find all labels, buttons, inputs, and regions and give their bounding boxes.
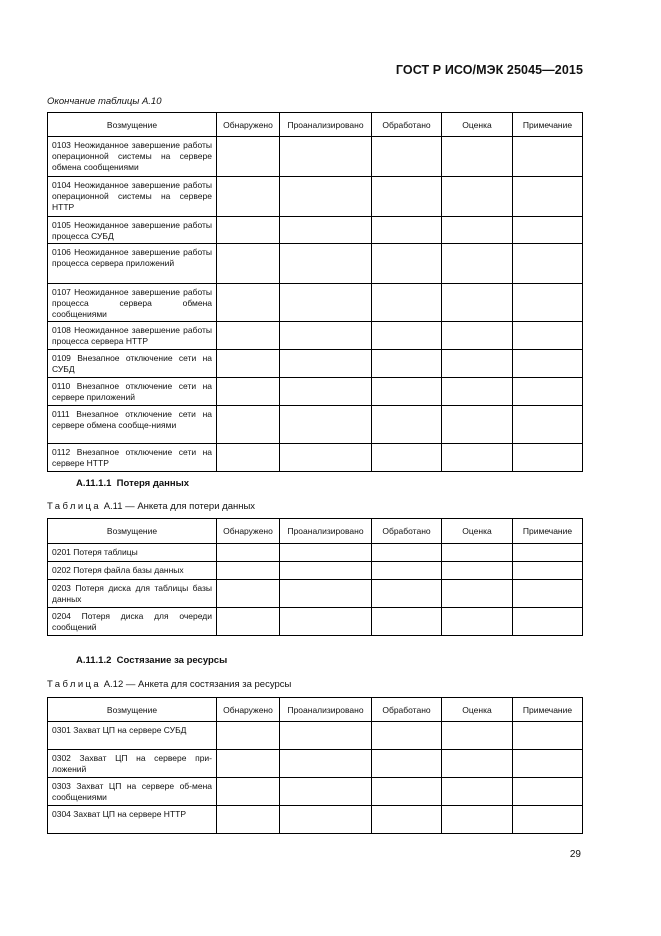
empty-cell — [280, 444, 372, 472]
disturbance-cell: 0304 Захват ЦП на сервере HTTP — [48, 806, 217, 834]
table-row — [48, 778, 583, 806]
table-row — [48, 544, 583, 562]
table-a11 — [47, 518, 583, 636]
table-row — [48, 608, 583, 636]
column-header: Оценка — [442, 519, 513, 544]
table-caption-text: А.12 — Анкета для состязания за ресурсы — [103, 679, 292, 690]
disturbance-cell: 0301 Захват ЦП на сервере СУБД — [48, 722, 217, 750]
empty-cell — [280, 244, 372, 284]
empty-cell — [442, 350, 513, 378]
empty-cell — [513, 284, 583, 322]
empty-cell — [217, 722, 280, 750]
table-row — [48, 722, 583, 750]
document-code: ГОСТ Р ИСО/МЭК 25045—2015 — [395, 63, 583, 77]
section-number: А.11.1.1 — [76, 478, 112, 489]
empty-cell — [280, 137, 372, 177]
empty-cell — [372, 322, 442, 350]
empty-cell — [372, 244, 442, 284]
column-header: Возмущение — [48, 698, 217, 722]
empty-cell — [372, 544, 442, 562]
empty-cell — [513, 544, 583, 562]
table-row — [48, 444, 583, 472]
empty-cell — [442, 406, 513, 444]
column-header: Возмущение — [48, 113, 217, 137]
empty-cell — [372, 137, 442, 177]
empty-cell — [513, 778, 583, 806]
disturbance-cell: 0105 Неожиданное завершение работы процесса СУБД — [48, 217, 217, 244]
empty-cell — [513, 806, 583, 834]
section-title: Потеря данных — [116, 478, 190, 489]
empty-cell — [513, 750, 583, 778]
empty-cell — [513, 244, 583, 284]
empty-cell — [372, 750, 442, 778]
empty-cell — [280, 722, 372, 750]
empty-cell — [442, 244, 513, 284]
empty-cell — [217, 608, 280, 636]
table-11-caption — [47, 501, 255, 512]
empty-cell — [513, 406, 583, 444]
column-header: Оценка — [442, 698, 513, 722]
empty-cell — [217, 350, 280, 378]
empty-cell — [217, 806, 280, 834]
column-header: Обработано — [372, 113, 442, 137]
empty-cell — [513, 608, 583, 636]
empty-cell — [442, 608, 513, 636]
empty-cell — [442, 778, 513, 806]
empty-cell — [280, 750, 372, 778]
column-header: Проанализировано — [280, 698, 372, 722]
disturbance-cell: 0201 Потеря таблицы — [48, 544, 217, 562]
empty-cell — [513, 722, 583, 750]
empty-cell — [217, 778, 280, 806]
section-number: А.11.1.2 — [76, 655, 112, 666]
empty-cell — [280, 562, 372, 580]
column-header: Примечание — [513, 698, 583, 722]
disturbance-cell: 0104 Неожиданное завершение работы операционной системы на сервере HTTP — [48, 177, 217, 217]
empty-cell — [280, 322, 372, 350]
table-row — [48, 244, 583, 284]
column-header: Обработано — [372, 519, 442, 544]
column-header: Примечание — [513, 113, 583, 137]
empty-cell — [372, 562, 442, 580]
empty-cell — [217, 378, 280, 406]
empty-cell — [217, 750, 280, 778]
disturbance-cell: 0108 Неожиданное завершение работы процесса сервера HTTP — [48, 322, 217, 350]
table-row — [48, 378, 583, 406]
disturbance-cell: 0202 Потеря файла базы данных — [48, 562, 217, 580]
empty-cell — [217, 244, 280, 284]
empty-cell — [217, 177, 280, 217]
empty-cell — [280, 217, 372, 244]
table-row — [48, 137, 583, 177]
empty-cell — [513, 177, 583, 217]
empty-cell — [513, 378, 583, 406]
column-header: Обнаружено — [217, 698, 280, 722]
empty-cell — [442, 444, 513, 472]
column-header: Оценка — [442, 113, 513, 137]
disturbance-cell: 0302 Захват ЦП на сервере при-ложений — [48, 750, 217, 778]
empty-cell — [217, 322, 280, 350]
empty-cell — [372, 580, 442, 608]
disturbance-cell: 0109 Внезапное отключение сети на СУБД — [48, 350, 217, 378]
disturbance-cell: 0203 Потеря диска для таблицы базы данных — [48, 580, 217, 608]
disturbance-cell: 0110 Внезапное отключение сети на сервере приложений — [48, 378, 217, 406]
empty-cell — [217, 444, 280, 472]
empty-cell — [442, 580, 513, 608]
table-row — [48, 322, 583, 350]
disturbance-cell: 0112 Внезапное отключение сети на сервере HTTP — [48, 444, 217, 472]
table-a12 — [47, 697, 583, 834]
disturbance-cell: 0106 Неожиданное завершение работы процесса сервера приложений — [48, 244, 217, 284]
empty-cell — [372, 284, 442, 322]
table-header-row — [48, 113, 583, 137]
empty-cell — [280, 608, 372, 636]
empty-cell — [280, 284, 372, 322]
empty-cell — [513, 350, 583, 378]
table-row — [48, 562, 583, 580]
table-12-caption — [47, 679, 291, 690]
empty-cell — [372, 350, 442, 378]
empty-cell — [280, 580, 372, 608]
empty-cell — [217, 580, 280, 608]
empty-cell — [280, 544, 372, 562]
empty-cell — [280, 778, 372, 806]
empty-cell — [513, 137, 583, 177]
empty-cell — [442, 544, 513, 562]
table-row — [48, 806, 583, 834]
empty-cell — [280, 350, 372, 378]
empty-cell — [513, 217, 583, 244]
table-row — [48, 177, 583, 217]
empty-cell — [442, 177, 513, 217]
empty-cell — [372, 217, 442, 244]
empty-cell — [513, 580, 583, 608]
empty-cell — [372, 406, 442, 444]
empty-cell — [513, 562, 583, 580]
column-header: Проанализировано — [280, 519, 372, 544]
table-caption-text: А.11 — Анкета для потери данных — [103, 501, 256, 512]
empty-cell — [280, 806, 372, 834]
section-a11-1-2-heading — [76, 655, 227, 666]
column-header: Обработано — [372, 698, 442, 722]
disturbance-cell: 0204 Потеря диска для очереди сообщений — [48, 608, 217, 636]
empty-cell — [442, 284, 513, 322]
disturbance-cell: 0111 Внезапное отключение сети на сервере обмена сообще-ниями — [48, 406, 217, 444]
empty-cell — [442, 217, 513, 244]
empty-cell — [442, 750, 513, 778]
table-header-row — [48, 698, 583, 722]
table-prefix: Таблица — [47, 679, 102, 690]
table-header-row — [48, 519, 583, 544]
empty-cell — [372, 806, 442, 834]
empty-cell — [372, 444, 442, 472]
table-prefix: Таблица — [47, 501, 102, 512]
disturbance-cell: 0103 Неожиданное завершение работы операционной системы на сервере обмена сообщениями — [48, 137, 217, 177]
empty-cell — [372, 177, 442, 217]
empty-cell — [372, 778, 442, 806]
empty-cell — [217, 406, 280, 444]
table-10-caption: Окончание таблицы А.10 — [47, 96, 162, 107]
table-row — [48, 580, 583, 608]
column-header: Обнаружено — [217, 113, 280, 137]
column-header: Обнаружено — [217, 519, 280, 544]
empty-cell — [513, 444, 583, 472]
empty-cell — [280, 177, 372, 217]
column-header: Возмущение — [48, 519, 217, 544]
empty-cell — [217, 544, 280, 562]
column-header: Примечание — [513, 519, 583, 544]
empty-cell — [217, 137, 280, 177]
empty-cell — [280, 406, 372, 444]
empty-cell — [217, 284, 280, 322]
section-a11-1-1-heading — [76, 478, 189, 489]
section-title: Состязание за ресурсы — [116, 655, 228, 666]
empty-cell — [442, 806, 513, 834]
disturbance-cell: 0303 Захват ЦП на сервере об-мена сообщениями — [48, 778, 217, 806]
empty-cell — [217, 217, 280, 244]
empty-cell — [513, 322, 583, 350]
disturbance-cell: 0107 Неожиданное завершение работы процесса сервера обмена сообщениями — [48, 284, 217, 322]
empty-cell — [442, 137, 513, 177]
empty-cell — [442, 378, 513, 406]
empty-cell — [372, 378, 442, 406]
table-row — [48, 217, 583, 244]
table-row — [48, 350, 583, 378]
table-row — [48, 750, 583, 778]
table-row — [48, 284, 583, 322]
table-row — [48, 406, 583, 444]
column-header: Проанализировано — [280, 113, 372, 137]
empty-cell — [442, 562, 513, 580]
empty-cell — [280, 378, 372, 406]
page-number: 29 — [569, 849, 581, 860]
empty-cell — [372, 608, 442, 636]
empty-cell — [442, 322, 513, 350]
table-a10 — [47, 112, 583, 472]
empty-cell — [442, 722, 513, 750]
empty-cell — [217, 562, 280, 580]
empty-cell — [372, 722, 442, 750]
